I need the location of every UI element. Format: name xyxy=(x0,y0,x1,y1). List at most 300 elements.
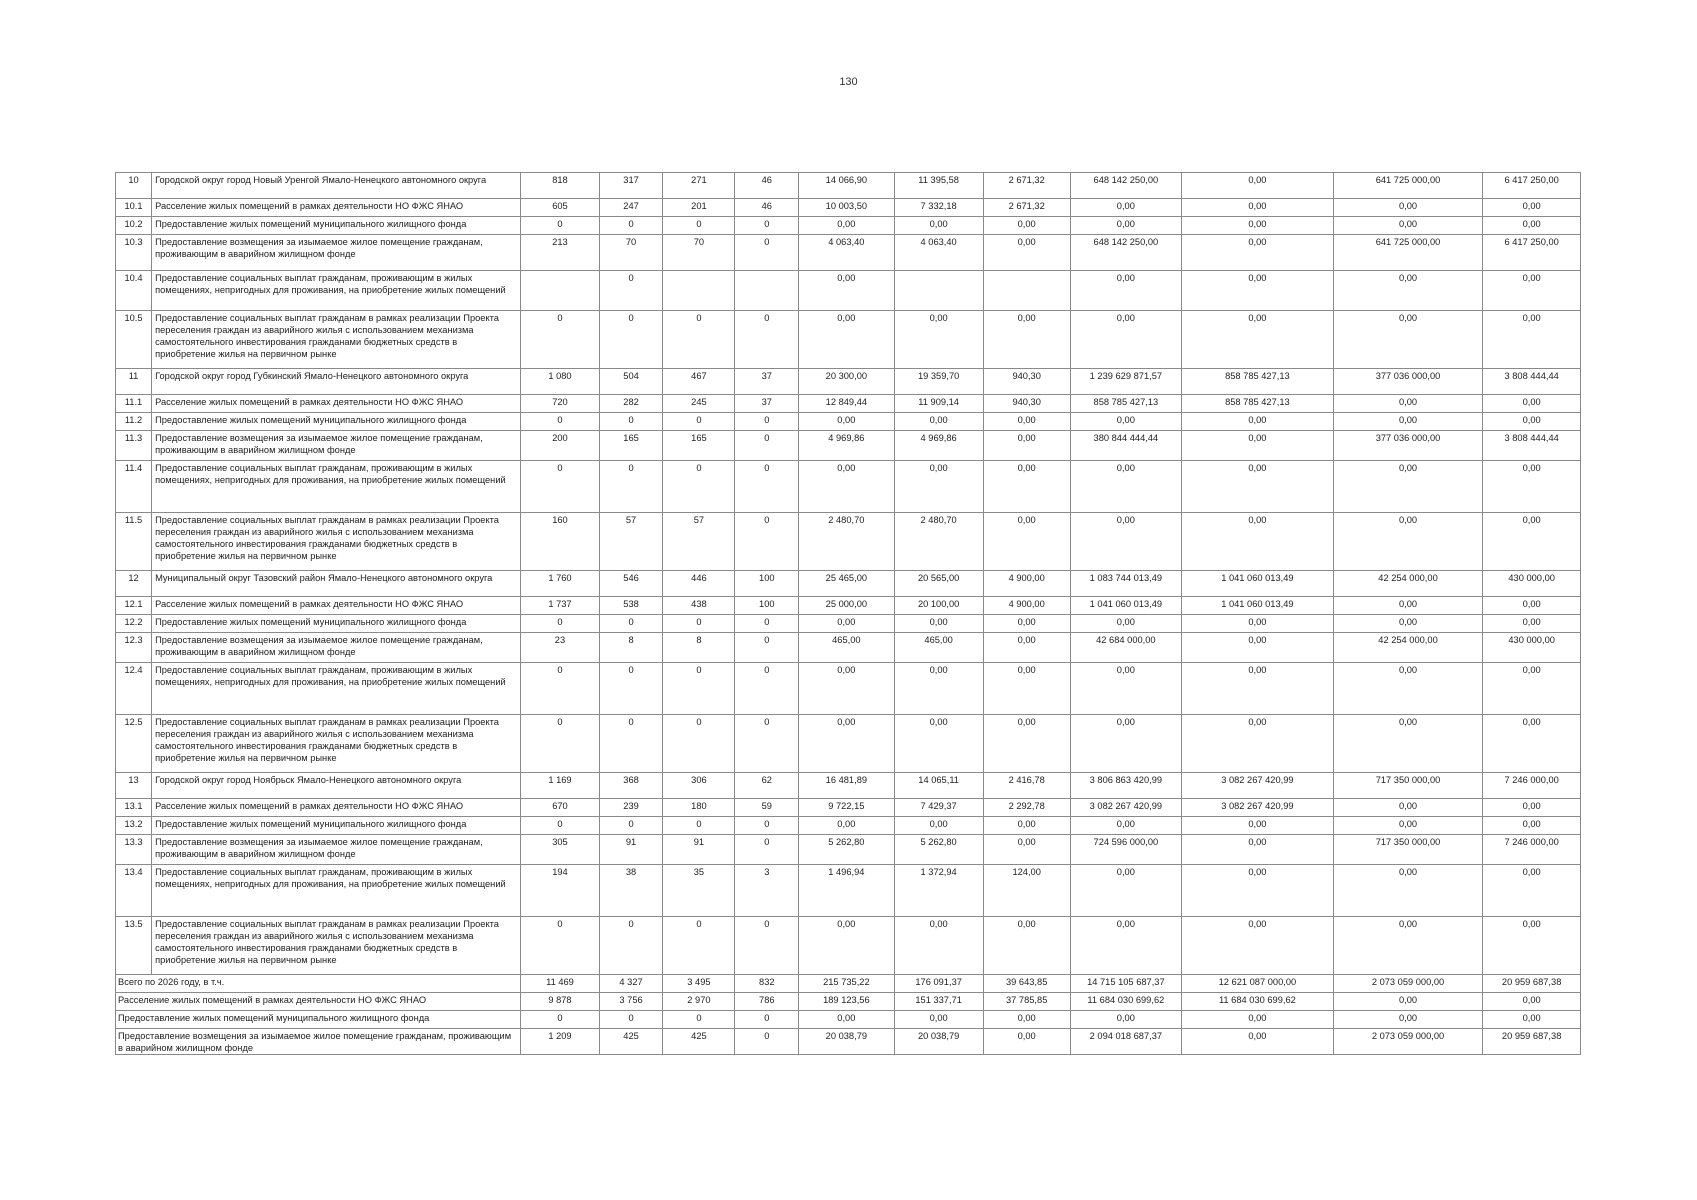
cell-value: 0 xyxy=(735,715,799,773)
table-row xyxy=(116,633,1581,663)
cell-value: 940,30 xyxy=(983,369,1070,395)
table-row xyxy=(116,715,1581,773)
cell-value: 42 684 000,00 xyxy=(1070,633,1181,663)
cell-value: 0 xyxy=(521,663,600,715)
cell-value: 0 xyxy=(599,663,663,715)
cell-value: 641 725 000,00 xyxy=(1333,235,1483,271)
cell-value: 720 xyxy=(521,395,600,413)
cell-value: 0,00 xyxy=(894,817,983,835)
total-cell-value: 20 038,79 xyxy=(894,1029,983,1055)
cell-value: 194 xyxy=(521,865,600,917)
cell-value: 0,00 xyxy=(894,461,983,513)
cell-value: 91 xyxy=(663,835,735,865)
cell-value: 23 xyxy=(521,633,600,663)
cell-value: 0,00 xyxy=(1483,311,1581,369)
cell-value: 2 671,32 xyxy=(983,199,1070,217)
total-cell-value: 176 091,37 xyxy=(894,975,983,993)
cell-value: 0,00 xyxy=(1483,615,1581,633)
cell-value: 245 xyxy=(663,395,735,413)
row-name: Предоставление возмещения за изымаемое жилое помещение гражданам, проживающим в аварийном жилищном фонде xyxy=(152,633,521,663)
cell-value: 0,00 xyxy=(894,715,983,773)
total-cell-value: 425 xyxy=(599,1029,663,1055)
cell-value: 1 080 xyxy=(521,369,600,395)
cell-value: 0,00 xyxy=(983,461,1070,513)
total-cell-value: 1 209 xyxy=(521,1029,600,1055)
row-code: 12.4 xyxy=(116,663,152,715)
cell-value: 0,00 xyxy=(983,615,1070,633)
cell-value: 0,00 xyxy=(1483,715,1581,773)
cell-value: 0,00 xyxy=(1070,413,1181,431)
row-code: 11.5 xyxy=(116,513,152,571)
total-cell-value: 20 038,79 xyxy=(799,1029,894,1055)
cell-value: 605 xyxy=(521,199,600,217)
cell-value: 0 xyxy=(521,715,600,773)
cell-value: 2 480,70 xyxy=(799,513,894,571)
cell-value: 0,00 xyxy=(1333,271,1483,311)
total-row xyxy=(116,1011,1581,1029)
cell-value: 641 725 000,00 xyxy=(1333,173,1483,199)
cell-value: 0 xyxy=(599,311,663,369)
cell-value: 3 808 444,44 xyxy=(1483,369,1581,395)
total-cell-value: 0,00 xyxy=(1182,1011,1334,1029)
cell-value: 0 xyxy=(735,217,799,235)
cell-value: 0,00 xyxy=(1333,615,1483,633)
cell-value: 377 036 000,00 xyxy=(1333,369,1483,395)
cell-value: 0,00 xyxy=(1333,413,1483,431)
cell-value xyxy=(663,271,735,311)
row-code: 13.3 xyxy=(116,835,152,865)
cell-value: 62 xyxy=(735,773,799,799)
cell-value: 438 xyxy=(663,597,735,615)
total-row-name: Расселение жилых помещений в рамках деятельности НО ФЖС ЯНАО xyxy=(116,993,521,1011)
cell-value: 0 xyxy=(663,461,735,513)
cell-value: 0 xyxy=(599,271,663,311)
table-row xyxy=(116,799,1581,817)
table-row xyxy=(116,431,1581,461)
total-cell-value: 2 073 059 000,00 xyxy=(1333,975,1483,993)
cell-value: 0,00 xyxy=(799,663,894,715)
cell-value: 0 xyxy=(599,715,663,773)
cell-value: 1 372,94 xyxy=(894,865,983,917)
cell-value: 465,00 xyxy=(894,633,983,663)
cell-value: 0,00 xyxy=(1070,715,1181,773)
cell-value: 0 xyxy=(735,431,799,461)
total-cell-value: 11 684 030 699,62 xyxy=(1182,993,1334,1011)
cell-value: 0 xyxy=(735,633,799,663)
table-row xyxy=(116,173,1581,199)
row-code: 11.2 xyxy=(116,413,152,431)
cell-value: 9 722,15 xyxy=(799,799,894,817)
cell-value: 648 142 250,00 xyxy=(1070,235,1181,271)
row-code: 10 xyxy=(116,173,152,199)
cell-value: 1 041 060 013,49 xyxy=(1182,571,1334,597)
cell-value: 0,00 xyxy=(1070,865,1181,917)
cell-value: 0 xyxy=(735,917,799,975)
total-cell-value: 3 495 xyxy=(663,975,735,993)
total-cell-value: 39 643,85 xyxy=(983,975,1070,993)
cell-value: 0,00 xyxy=(1182,413,1334,431)
total-cell-value: 0,00 xyxy=(1483,993,1581,1011)
cell-value: 0,00 xyxy=(983,917,1070,975)
total-cell-value: 425 xyxy=(663,1029,735,1055)
cell-value: 0,00 xyxy=(1070,271,1181,311)
cell-value: 6 417 250,00 xyxy=(1483,173,1581,199)
row-code: 13.2 xyxy=(116,817,152,835)
table-row xyxy=(116,395,1581,413)
total-cell-value: 786 xyxy=(735,993,799,1011)
row-code: 12 xyxy=(116,571,152,597)
cell-value: 0,00 xyxy=(1182,615,1334,633)
row-name: Предоставление возмещения за изымаемое жилое помещение гражданам, проживающим в аварийном жилищном фонде xyxy=(152,235,521,271)
cell-value: 0,00 xyxy=(894,311,983,369)
cell-value: 0 xyxy=(599,615,663,633)
cell-value: 0 xyxy=(663,715,735,773)
cell-value: 38 xyxy=(599,865,663,917)
cell-value: 0,00 xyxy=(983,413,1070,431)
cell-value: 1 169 xyxy=(521,773,600,799)
cell-value: 717 350 000,00 xyxy=(1333,835,1483,865)
cell-value: 0,00 xyxy=(1182,817,1334,835)
cell-value: 0,00 xyxy=(894,413,983,431)
cell-value: 160 xyxy=(521,513,600,571)
cell-value xyxy=(735,271,799,311)
cell-value: 0 xyxy=(521,917,600,975)
cell-value: 0,00 xyxy=(799,615,894,633)
cell-value: 0,00 xyxy=(983,217,1070,235)
row-code: 11.3 xyxy=(116,431,152,461)
cell-value: 42 254 000,00 xyxy=(1333,633,1483,663)
cell-value: 0 xyxy=(663,817,735,835)
total-cell-value: 0,00 xyxy=(894,1011,983,1029)
cell-value: 0,00 xyxy=(1483,597,1581,615)
cell-value: 1 083 744 013,49 xyxy=(1070,571,1181,597)
cell-value: 5 262,80 xyxy=(799,835,894,865)
cell-value: 0 xyxy=(521,817,600,835)
cell-value: 91 xyxy=(599,835,663,865)
cell-value: 8 xyxy=(663,633,735,663)
cell-value: 0 xyxy=(735,615,799,633)
cell-value: 70 xyxy=(663,235,735,271)
cell-value: 0,00 xyxy=(1333,513,1483,571)
total-cell-value: 3 756 xyxy=(599,993,663,1011)
cell-value: 0,00 xyxy=(1070,513,1181,571)
table-row xyxy=(116,917,1581,975)
cell-value: 0 xyxy=(663,663,735,715)
cell-value: 0 xyxy=(663,413,735,431)
cell-value: 0,00 xyxy=(799,413,894,431)
row-name: Расселение жилых помещений в рамках деятельности НО ФЖС ЯНАО xyxy=(152,799,521,817)
cell-value: 0,00 xyxy=(1070,917,1181,975)
row-name: Предоставление социальных выплат гражданам в рамках реализации Проекта переселения граждан из аварийного жилья с использованием механизма самостоятельного инвестирования гражданами бюджетных средств в приобретение жилья на первичном рынке xyxy=(152,311,521,369)
cell-value: 239 xyxy=(599,799,663,817)
cell-value: 858 785 427,13 xyxy=(1070,395,1181,413)
cell-value: 0,00 xyxy=(983,633,1070,663)
total-cell-value: 832 xyxy=(735,975,799,993)
cell-value: 818 xyxy=(521,173,600,199)
cell-value: 0,00 xyxy=(1483,663,1581,715)
cell-value: 0,00 xyxy=(1333,217,1483,235)
cell-value: 0,00 xyxy=(1483,395,1581,413)
cell-value: 57 xyxy=(599,513,663,571)
cell-value: 670 xyxy=(521,799,600,817)
cell-value: 6 417 250,00 xyxy=(1483,235,1581,271)
cell-value: 271 xyxy=(663,173,735,199)
cell-value xyxy=(894,271,983,311)
cell-value: 305 xyxy=(521,835,600,865)
cell-value: 0,00 xyxy=(894,917,983,975)
cell-value: 467 xyxy=(663,369,735,395)
cell-value: 0 xyxy=(735,413,799,431)
cell-value: 940,30 xyxy=(983,395,1070,413)
cell-value: 0,00 xyxy=(1182,461,1334,513)
total-cell-value: 20 959 687,38 xyxy=(1483,1029,1581,1055)
cell-value: 858 785 427,13 xyxy=(1182,395,1334,413)
cell-value: 57 xyxy=(663,513,735,571)
cell-value: 0 xyxy=(599,413,663,431)
cell-value: 0,00 xyxy=(1182,513,1334,571)
row-name: Городской округ город Ноябрьск Ямало-Ненецкого автономного округа xyxy=(152,773,521,799)
cell-value: 14 065,11 xyxy=(894,773,983,799)
row-name: Предоставление социальных выплат гражданам, проживающим в жилых помещениях, непригодных для проживания, на приобретение жилых помещений xyxy=(152,461,521,513)
cell-value: 717 350 000,00 xyxy=(1333,773,1483,799)
cell-value: 46 xyxy=(735,199,799,217)
cell-value: 0,00 xyxy=(799,817,894,835)
cell-value: 0,00 xyxy=(983,663,1070,715)
cell-value: 0,00 xyxy=(1182,271,1334,311)
cell-value: 0,00 xyxy=(1182,715,1334,773)
cell-value: 0 xyxy=(521,413,600,431)
row-code: 13.5 xyxy=(116,917,152,975)
cell-value: 0,00 xyxy=(1483,865,1581,917)
cell-value: 1 239 629 871,57 xyxy=(1070,369,1181,395)
total-cell-value: 4 327 xyxy=(599,975,663,993)
cell-value: 0,00 xyxy=(1483,799,1581,817)
cell-value: 446 xyxy=(663,571,735,597)
row-name: Городской округ город Новый Уренгой Ямало-Ненецкого автономного округа xyxy=(152,173,521,199)
cell-value: 165 xyxy=(599,431,663,461)
cell-value: 858 785 427,13 xyxy=(1182,369,1334,395)
total-cell-value: 11 684 030 699,62 xyxy=(1070,993,1181,1011)
cell-value: 25 465,00 xyxy=(799,571,894,597)
cell-value: 0,00 xyxy=(1182,663,1334,715)
cell-value: 0,00 xyxy=(799,311,894,369)
row-name: Предоставление социальных выплат гражданам, проживающим в жилых помещениях, непригодных для проживания, на приобретение жилых помещений xyxy=(152,663,521,715)
cell-value: 19 359,70 xyxy=(894,369,983,395)
total-cell-value: 9 878 xyxy=(521,993,600,1011)
cell-value: 0,00 xyxy=(983,817,1070,835)
total-cell-value: 0,00 xyxy=(1333,993,1483,1011)
cell-value: 0 xyxy=(663,217,735,235)
cell-value: 282 xyxy=(599,395,663,413)
cell-value: 0,00 xyxy=(1182,199,1334,217)
cell-value: 0,00 xyxy=(894,615,983,633)
cell-value: 1 760 xyxy=(521,571,600,597)
cell-value: 0 xyxy=(663,615,735,633)
cell-value: 430 000,00 xyxy=(1483,571,1581,597)
cell-value: 3 808 444,44 xyxy=(1483,431,1581,461)
cell-value: 5 262,80 xyxy=(894,835,983,865)
cell-value: 0 xyxy=(735,513,799,571)
total-row-name: Предоставление жилых помещений муниципального жилищного фонда xyxy=(116,1011,521,1029)
table-row xyxy=(116,773,1581,799)
total-cell-value: 189 123,56 xyxy=(799,993,894,1011)
cell-value: 0,00 xyxy=(1333,865,1483,917)
total-cell-value: 0 xyxy=(521,1011,600,1029)
cell-value: 10 003,50 xyxy=(799,199,894,217)
cell-value: 42 254 000,00 xyxy=(1333,571,1483,597)
total-cell-value: 0 xyxy=(735,1029,799,1055)
table-row xyxy=(116,235,1581,271)
cell-value: 0 xyxy=(521,461,600,513)
total-cell-value: 20 959 687,38 xyxy=(1483,975,1581,993)
cell-value: 35 xyxy=(663,865,735,917)
cell-value: 0,00 xyxy=(1070,663,1181,715)
cell-value: 3 806 863 420,99 xyxy=(1070,773,1181,799)
row-code: 12.2 xyxy=(116,615,152,633)
cell-value: 0,00 xyxy=(894,217,983,235)
cell-value: 0,00 xyxy=(1070,817,1181,835)
cell-value: 20 300,00 xyxy=(799,369,894,395)
cell-value: 16 481,89 xyxy=(799,773,894,799)
total-row xyxy=(116,993,1581,1011)
cell-value: 538 xyxy=(599,597,663,615)
cell-value: 3 xyxy=(735,865,799,917)
cell-value xyxy=(983,271,1070,311)
cell-value: 46 xyxy=(735,173,799,199)
row-name: Предоставление социальных выплат гражданам, проживающим в жилых помещениях, непригодных для проживания, на приобретение жилых помещений xyxy=(152,865,521,917)
cell-value: 648 142 250,00 xyxy=(1070,173,1181,199)
cell-value: 0,00 xyxy=(1333,311,1483,369)
total-cell-value: 0 xyxy=(663,1011,735,1029)
table-row xyxy=(116,513,1581,571)
row-name: Предоставление возмещения за изымаемое жилое помещение гражданам, проживающим в аварийном жилищном фонде xyxy=(152,431,521,461)
row-name: Предоставление жилых помещений муниципального жилищного фонда xyxy=(152,217,521,235)
cell-value: 0,00 xyxy=(1182,633,1334,663)
cell-value: 504 xyxy=(599,369,663,395)
total-cell-value: 0,00 xyxy=(983,1029,1070,1055)
row-code: 11.4 xyxy=(116,461,152,513)
table-row xyxy=(116,571,1581,597)
cell-value: 0,00 xyxy=(1182,431,1334,461)
table-row xyxy=(116,865,1581,917)
cell-value: 20 565,00 xyxy=(894,571,983,597)
cell-value: 0,00 xyxy=(1182,173,1334,199)
cell-value: 1 737 xyxy=(521,597,600,615)
cell-value: 4 063,40 xyxy=(894,235,983,271)
total-cell-value: 0 xyxy=(735,1011,799,1029)
cell-value: 11 395,58 xyxy=(894,173,983,199)
cell-value: 4 969,86 xyxy=(799,431,894,461)
cell-value: 317 xyxy=(599,173,663,199)
row-name: Расселение жилых помещений в рамках деятельности НО ФЖС ЯНАО xyxy=(152,199,521,217)
cell-value: 0,00 xyxy=(1333,461,1483,513)
cell-value: 180 xyxy=(663,799,735,817)
total-row-name: Всего по 2026 году, в т.ч. xyxy=(116,975,521,993)
cell-value: 25 000,00 xyxy=(799,597,894,615)
cell-value: 0,00 xyxy=(799,917,894,975)
cell-value: 546 xyxy=(599,571,663,597)
cell-value: 3 082 267 420,99 xyxy=(1182,773,1334,799)
cell-value: 380 844 444,44 xyxy=(1070,431,1181,461)
row-name: Предоставление социальных выплат гражданам в рамках реализации Проекта переселения граждан из аварийного жилья с использованием механизма самостоятельного инвестирования гражданами бюджетных средств в приобретение жилья на первичном рынке xyxy=(152,917,521,975)
row-code: 10.4 xyxy=(116,271,152,311)
cell-value: 0,00 xyxy=(1070,199,1181,217)
row-code: 11 xyxy=(116,369,152,395)
cell-value: 0,00 xyxy=(1333,715,1483,773)
cell-value: 0 xyxy=(735,235,799,271)
cell-value: 0,00 xyxy=(799,217,894,235)
cell-value: 201 xyxy=(663,199,735,217)
cell-value: 0,00 xyxy=(1182,235,1334,271)
cell-value: 247 xyxy=(599,199,663,217)
cell-value: 0,00 xyxy=(894,663,983,715)
table-row xyxy=(116,413,1581,431)
cell-value: 0,00 xyxy=(1182,865,1334,917)
row-name: Муниципальный округ Тазовский район Ямало-Ненецкого автономного округа xyxy=(152,571,521,597)
cell-value: 37 xyxy=(735,369,799,395)
row-name: Предоставление социальных выплат гражданам, проживающим в жилых помещениях, непригодных для проживания, на приобретение жилых помещений xyxy=(152,271,521,311)
row-code: 12.3 xyxy=(116,633,152,663)
row-name: Расселение жилых помещений в рамках деятельности НО ФЖС ЯНАО xyxy=(152,597,521,615)
row-name: Предоставление социальных выплат гражданам в рамках реализации Проекта переселения граждан из аварийного жилья с использованием механизма самостоятельного инвестирования гражданами бюджетных средств в приобретение жилья на первичном рынке xyxy=(152,513,521,571)
cell-value: 3 082 267 420,99 xyxy=(1182,799,1334,817)
cell-value: 430 000,00 xyxy=(1483,633,1581,663)
cell-value: 37 xyxy=(735,395,799,413)
cell-value: 0,00 xyxy=(1182,217,1334,235)
row-code: 10.5 xyxy=(116,311,152,369)
cell-value: 4 969,86 xyxy=(894,431,983,461)
cell-value: 0,00 xyxy=(1483,217,1581,235)
cell-value: 0 xyxy=(735,461,799,513)
cell-value: 0 xyxy=(663,917,735,975)
cell-value: 0 xyxy=(663,311,735,369)
total-cell-value: 14 715 105 687,37 xyxy=(1070,975,1181,993)
row-name: Предоставление жилых помещений муниципального жилищного фонда xyxy=(152,413,521,431)
cell-value: 0,00 xyxy=(983,431,1070,461)
table-row xyxy=(116,311,1581,369)
row-code: 10.1 xyxy=(116,199,152,217)
total-cell-value: 37 785,85 xyxy=(983,993,1070,1011)
total-row-name: Предоставление возмещения за изымаемое жилое помещение гражданам, проживающим в аварийном жилищном фонде xyxy=(116,1029,521,1055)
cell-value: 0 xyxy=(735,311,799,369)
cell-value: 20 100,00 xyxy=(894,597,983,615)
cell-value: 0 xyxy=(599,461,663,513)
table-body xyxy=(116,173,1581,1055)
cell-value: 0,00 xyxy=(1070,217,1181,235)
cell-value: 59 xyxy=(735,799,799,817)
row-name: Предоставление жилых помещений муниципального жилищного фонда xyxy=(152,817,521,835)
cell-value: 368 xyxy=(599,773,663,799)
table-row xyxy=(116,597,1581,615)
cell-value: 0,00 xyxy=(1070,615,1181,633)
table-row xyxy=(116,663,1581,715)
total-row xyxy=(116,1029,1581,1055)
cell-value: 0,00 xyxy=(983,311,1070,369)
cell-value: 4 900,00 xyxy=(983,597,1070,615)
table-row xyxy=(116,835,1581,865)
row-code: 13 xyxy=(116,773,152,799)
cell-value: 377 036 000,00 xyxy=(1333,431,1483,461)
cell-value: 0,00 xyxy=(1333,799,1483,817)
table-row xyxy=(116,369,1581,395)
cell-value: 14 066,90 xyxy=(799,173,894,199)
cell-value: 0,00 xyxy=(1483,461,1581,513)
cell-value: 7 246 000,00 xyxy=(1483,835,1581,865)
total-cell-value: 0,00 xyxy=(1333,1011,1483,1029)
cell-value: 0,00 xyxy=(1483,413,1581,431)
cell-value: 1 496,94 xyxy=(799,865,894,917)
cell-value: 2 671,32 xyxy=(983,173,1070,199)
